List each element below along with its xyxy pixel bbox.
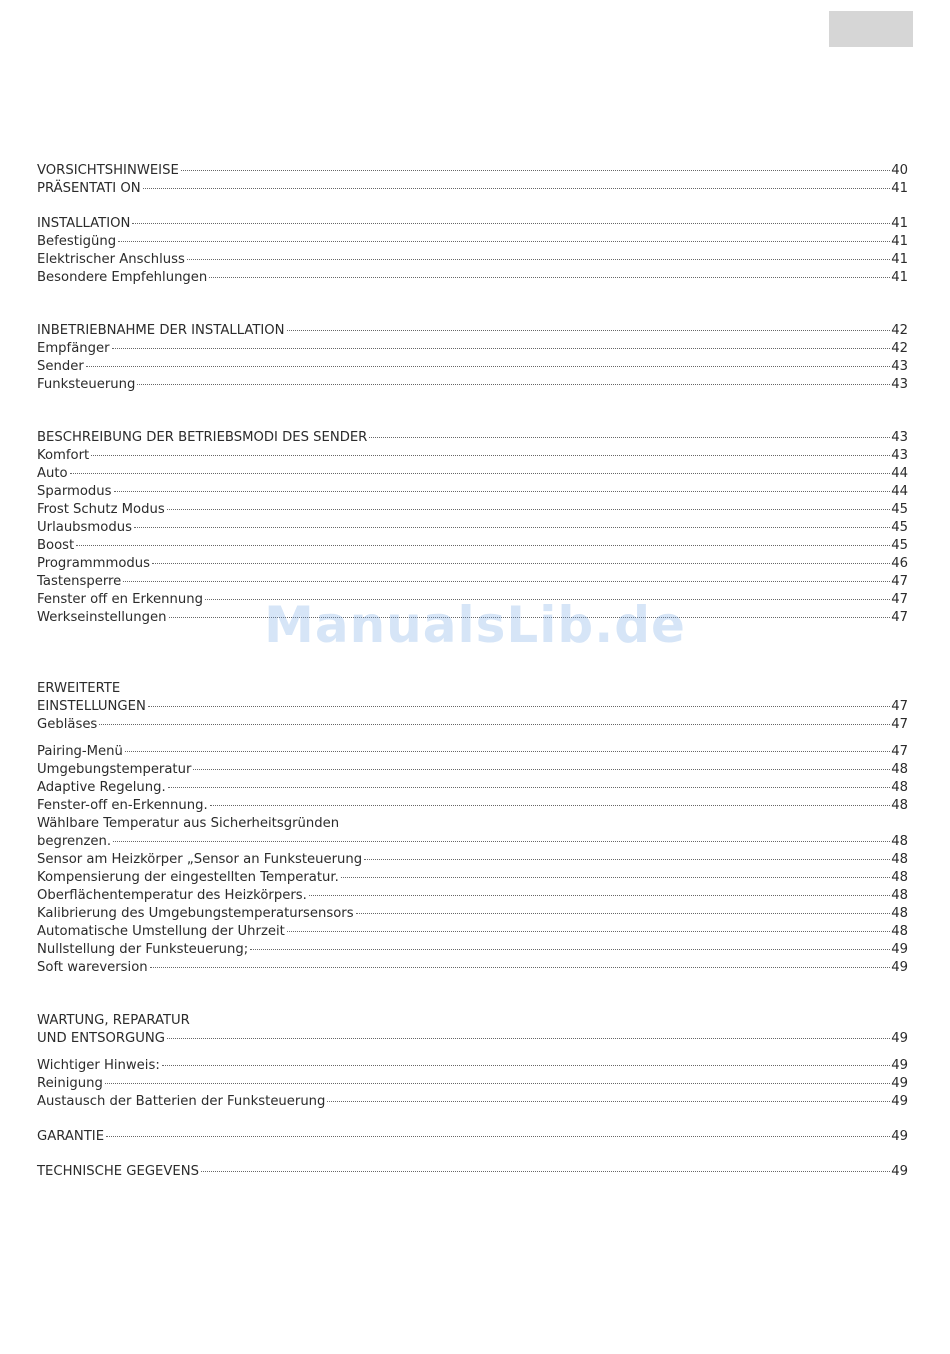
dot-leader <box>150 967 891 968</box>
toc-entry-page: 41 <box>891 216 908 231</box>
toc-entry-page: 41 <box>891 270 908 285</box>
toc-entry-label: Automatische Umstellung der Uhrzeit <box>37 924 285 939</box>
toc-entry-label: PRÄSENTATI ON <box>37 181 141 196</box>
page-tab-marker <box>829 11 913 47</box>
toc-entry-label: Programmmodus <box>37 556 151 571</box>
toc-entry-page: 48 <box>891 870 908 885</box>
toc-entry[interactable] <box>37 1128 908 1146</box>
toc-section-heading <box>37 1012 908 1030</box>
toc-entry[interactable] <box>37 180 908 198</box>
dot-leader <box>137 384 890 385</box>
toc-entry-label: Kompensierung der eingestellten Temperatur. <box>37 870 339 885</box>
toc-entry-label: Funksteuerung <box>37 377 136 392</box>
toc-entry-page: 41 <box>891 234 908 249</box>
dot-leader <box>134 527 890 528</box>
toc-entry[interactable] <box>37 483 908 501</box>
toc-entry[interactable] <box>37 698 908 716</box>
toc-entry-label: Auto <box>37 466 68 481</box>
toc-entry-label: Sensor am Heizkörper „Sensor an Funksteuerung <box>37 852 363 867</box>
toc-entry[interactable] <box>37 537 908 555</box>
toc-entry-page: 44 <box>891 466 908 481</box>
toc-entry-page: 40 <box>891 163 908 178</box>
toc-entry-label: INBETRIEBNAHME DER INSTALLATION <box>37 323 285 338</box>
toc-entry[interactable] <box>37 887 908 905</box>
toc-entry-page: 47 <box>891 592 908 607</box>
toc-entry-page: 48 <box>891 924 908 939</box>
dot-leader <box>210 805 891 806</box>
dot-leader <box>327 1101 890 1102</box>
toc-entry-label: Austausch der Batterien der Funksteuerung <box>37 1094 326 1109</box>
dot-leader <box>143 188 891 189</box>
toc-entry-page: 47 <box>891 699 908 714</box>
toc-entry-label: GARANTIE <box>37 1129 105 1144</box>
toc-entry[interactable] <box>37 447 908 465</box>
dot-leader <box>152 563 890 564</box>
toc-entry-page: 49 <box>891 1076 908 1091</box>
toc-entry-page: 48 <box>891 762 908 777</box>
toc-entry-page: 49 <box>891 1129 908 1144</box>
toc-entry[interactable] <box>37 591 908 609</box>
toc-entry-page: 47 <box>891 610 908 625</box>
toc-entry[interactable] <box>37 905 908 923</box>
toc-entry[interactable] <box>37 233 908 251</box>
toc-entry-label: Gebläses <box>37 717 98 732</box>
toc-entry[interactable] <box>37 519 908 537</box>
toc-entry-page: 48 <box>891 834 908 849</box>
toc-entry[interactable] <box>37 941 908 959</box>
toc-entry[interactable] <box>37 251 908 269</box>
toc-entry-page: 46 <box>891 556 908 571</box>
toc-entry[interactable] <box>37 779 908 797</box>
dot-leader <box>86 366 890 367</box>
toc-entry-label: Oberflächentemperatur des Heizkörpers. <box>37 888 307 903</box>
toc-entry[interactable] <box>37 1163 908 1181</box>
toc-entry[interactable] <box>37 573 908 591</box>
toc-entry-label: Urlaubsmodus <box>37 520 132 535</box>
toc-entry-page: 45 <box>891 502 908 517</box>
dot-leader <box>162 1065 890 1066</box>
toc-entry-label: Soft wareversion <box>37 960 148 975</box>
toc-entry-label: Wichtiger Hinweis: <box>37 1058 160 1073</box>
toc-entry-label: Kalibrierung des Umgebungstemperatursensors <box>37 906 354 921</box>
dot-leader <box>205 599 890 600</box>
toc-entry-page: 47 <box>891 574 908 589</box>
dot-leader <box>309 895 890 896</box>
toc-entry-page: 45 <box>891 520 908 535</box>
toc-entry-label: Frost Schutz Modus <box>37 502 165 517</box>
toc-entry[interactable] <box>37 269 908 287</box>
toc-entry[interactable] <box>37 833 908 851</box>
toc-entry-page: 48 <box>891 852 908 867</box>
toc-entry-page: 41 <box>891 252 908 267</box>
dot-leader <box>341 877 890 878</box>
toc-entry-label: Adaptive Regelung. <box>37 780 166 795</box>
dot-leader <box>209 277 890 278</box>
dot-leader <box>91 455 890 456</box>
dot-leader <box>105 1083 890 1084</box>
dot-leader <box>169 617 891 618</box>
toc-entry[interactable] <box>37 465 908 483</box>
toc-entry[interactable] <box>37 429 908 447</box>
toc-entry-page: 48 <box>891 906 908 921</box>
toc-entry-label: UND ENTSORGUNG <box>37 1031 165 1046</box>
toc-entry-page: 43 <box>891 448 908 463</box>
toc-entry[interactable] <box>37 959 908 977</box>
table-of-contents <box>37 162 908 1181</box>
dot-leader <box>125 751 890 752</box>
toc-entry[interactable] <box>37 376 908 394</box>
toc-entry[interactable] <box>37 215 908 233</box>
toc-entry-page: 49 <box>891 1164 908 1179</box>
dot-leader <box>187 259 890 260</box>
dot-leader <box>250 949 890 950</box>
toc-entry[interactable] <box>37 162 908 180</box>
dot-leader <box>369 437 890 438</box>
dot-leader <box>99 724 890 725</box>
toc-entry-label: EINSTELLUNGEN <box>37 699 146 714</box>
dot-leader <box>287 931 890 932</box>
toc-entry-label: Tastensperre <box>37 574 122 589</box>
toc-entry-label: Elektrischer Anschluss <box>37 252 185 267</box>
toc-entry-label: Fenster-off en-Erkennung. <box>37 798 208 813</box>
toc-entry-label: TECHNISCHE GEGEVENS <box>37 1164 199 1179</box>
dot-leader <box>114 491 891 492</box>
dot-leader <box>106 1136 890 1137</box>
toc-entry-page: 49 <box>891 942 908 957</box>
toc-entry-label: Boost <box>37 538 75 553</box>
toc-subheading-label: Wählbare Temperatur aus Sicherheitsgründen <box>37 816 340 831</box>
toc-heading-label: WARTUNG, REPARATUR <box>37 1013 190 1028</box>
toc-entry-page: 48 <box>891 798 908 813</box>
toc-entry[interactable] <box>37 340 908 358</box>
toc-entry[interactable] <box>37 1093 908 1111</box>
toc-entry-label: Umgebungstemperatur <box>37 762 192 777</box>
dot-leader <box>356 913 891 914</box>
dot-leader <box>168 787 891 788</box>
toc-entry[interactable] <box>37 923 908 941</box>
toc-entry[interactable] <box>37 869 908 887</box>
toc-entry-page: 43 <box>891 430 908 445</box>
toc-entry-label: Komfort <box>37 448 90 463</box>
dot-leader <box>181 170 890 171</box>
toc-entry-page: 49 <box>891 960 908 975</box>
toc-entry[interactable] <box>37 743 908 761</box>
dot-leader <box>167 509 890 510</box>
watermark: ManualsLib.de <box>264 596 686 654</box>
dot-leader <box>123 581 890 582</box>
toc-entry[interactable] <box>37 358 908 376</box>
toc-entry-page: 42 <box>891 323 908 338</box>
toc-entry-label: Sender <box>37 359 84 374</box>
toc-entry-page: 41 <box>891 181 908 196</box>
dot-leader <box>112 348 891 349</box>
toc-entry-page: 45 <box>891 538 908 553</box>
toc-entry[interactable] <box>37 1030 908 1048</box>
toc-entry-label: Sparmodus <box>37 484 112 499</box>
toc-entry[interactable] <box>37 322 908 340</box>
toc-entry[interactable] <box>37 501 908 519</box>
toc-entry-page: 43 <box>891 359 908 374</box>
toc-entry-page: 42 <box>891 341 908 356</box>
toc-entry-label: Empfänger <box>37 341 110 356</box>
toc-entry-page: 47 <box>891 717 908 732</box>
toc-entry-label: Besondere Empfehlungen <box>37 270 208 285</box>
toc-subheading <box>37 815 908 833</box>
dot-leader <box>76 545 890 546</box>
toc-entry-label: INSTALLATION <box>37 216 131 231</box>
toc-entry-label: VORSICHTSHINWEISE <box>37 163 179 178</box>
toc-entry-label: Reinigung <box>37 1076 103 1091</box>
toc-entry[interactable] <box>37 761 908 779</box>
toc-entry-label: begrenzen. <box>37 834 112 849</box>
toc-entry-page: 47 <box>891 744 908 759</box>
toc-entry[interactable] <box>37 1057 908 1075</box>
toc-entry-label: BESCHREIBUNG DER BETRIEBSMODI DES SENDER <box>37 430 368 445</box>
dot-leader <box>201 1171 890 1172</box>
dot-leader <box>132 223 890 224</box>
toc-entry-label: Fenster off en Erkennung <box>37 592 203 607</box>
dot-leader <box>70 473 891 474</box>
toc-entry[interactable] <box>37 797 908 815</box>
toc-entry[interactable] <box>37 1075 908 1093</box>
dot-leader <box>118 241 890 242</box>
toc-entry-page: 49 <box>891 1058 908 1073</box>
toc-entry-page: 48 <box>891 888 908 903</box>
toc-entry-page: 44 <box>891 484 908 499</box>
toc-entry[interactable] <box>37 851 908 869</box>
toc-entry-label: Nullstellung der Funksteuerung; <box>37 942 249 957</box>
dot-leader <box>287 330 891 331</box>
dot-leader <box>193 769 890 770</box>
dot-leader <box>167 1038 890 1039</box>
toc-entry-page: 48 <box>891 780 908 795</box>
toc-entry-page: 49 <box>891 1031 908 1046</box>
toc-entry-page: 49 <box>891 1094 908 1109</box>
dot-leader <box>364 859 890 860</box>
toc-entry[interactable] <box>37 609 908 627</box>
toc-section-heading <box>37 680 908 698</box>
toc-entry[interactable] <box>37 716 908 734</box>
toc-entry-label: Befestigüng <box>37 234 117 249</box>
toc-heading-label: ERWEITERTE <box>37 681 121 696</box>
toc-entry-label: Pairing-Menü <box>37 744 123 759</box>
dot-leader <box>113 841 890 842</box>
toc-entry[interactable] <box>37 555 908 573</box>
dot-leader <box>148 706 890 707</box>
toc-entry-label: Werkseinstellungen <box>37 610 167 625</box>
toc-entry-page: 43 <box>891 377 908 392</box>
